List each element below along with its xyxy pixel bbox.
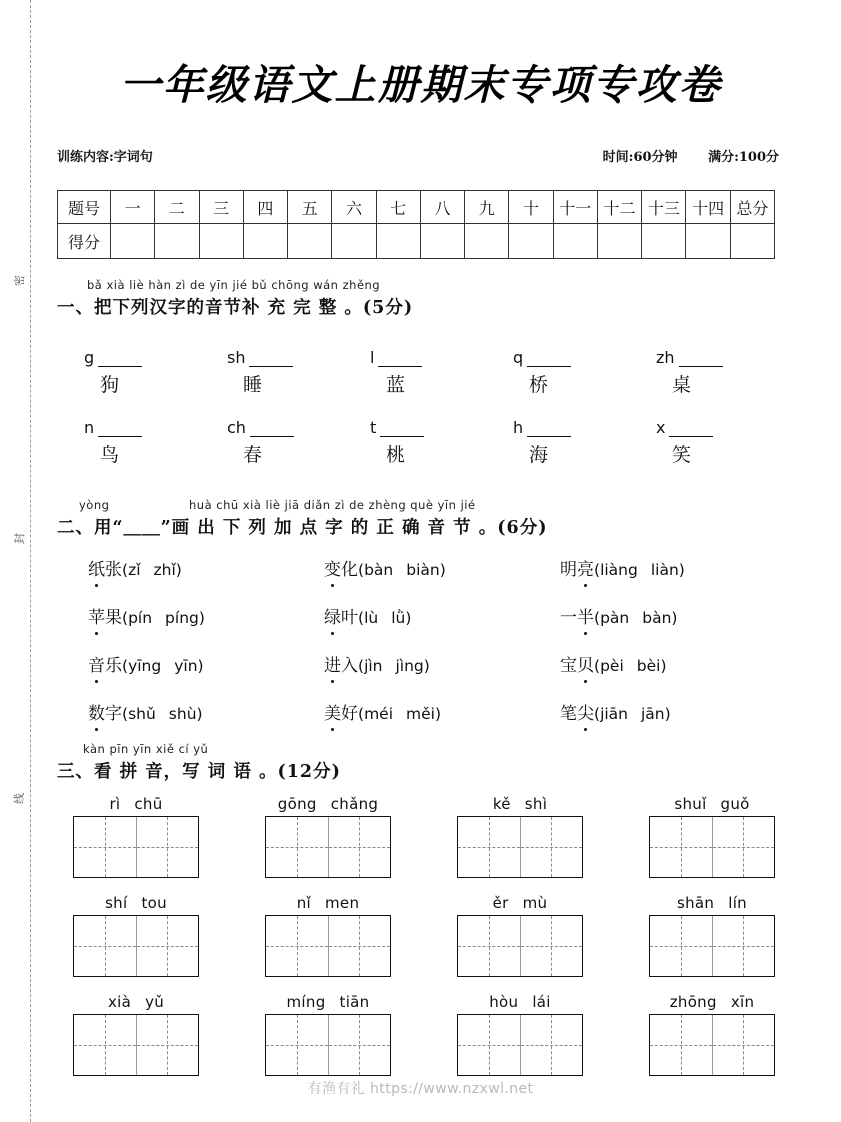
pick-word-pre: 宝: [560, 656, 577, 676]
score-table: [57, 190, 775, 259]
pick-word: [324, 608, 358, 628]
pick-option-b[interactable]: lǜ: [391, 609, 406, 627]
pick-item[interactable]: [88, 651, 324, 699]
section-2-title: 二、用“＿＿”画 出 下 列 加 点 字 的 正 确 音 节 。(6分): [57, 518, 548, 538]
pick-item[interactable]: [560, 603, 796, 651]
write-item: [457, 894, 583, 977]
pick-word-dotted: 变: [324, 555, 341, 580]
syllable-initial-wrap: [370, 348, 422, 367]
syllable-item: [356, 418, 499, 476]
tianzige-cell[interactable]: [136, 817, 199, 877]
pick-options: (liàng liàn): [594, 561, 685, 579]
seal-mark-2: 封: [14, 532, 26, 544]
pick-options: (pèi bèi): [594, 657, 667, 675]
write-syllable-2: tiān: [339, 993, 370, 1011]
section-2-grid: [88, 555, 801, 747]
write-pinyin: [457, 795, 583, 816]
pick-word: [560, 560, 594, 580]
pick-option-b[interactable]: zhǐ: [153, 561, 176, 579]
pick-option-a[interactable]: méi: [364, 705, 394, 723]
section-3-pinyin: kàn pīn yīn xiě cí yǔ: [83, 742, 209, 756]
watermark: 有渔有礼 https://www.nzxwl.net: [307, 1081, 534, 1097]
write-item: [265, 795, 391, 878]
syllable-item: [499, 418, 642, 476]
write-syllable-1: rì: [109, 795, 121, 813]
tianzige-boxes[interactable]: [265, 915, 391, 977]
syllable-initial-wrap: [656, 348, 723, 367]
time-and-total: [577, 146, 779, 165]
pick-word: [560, 656, 594, 676]
pick-word-pre: 明: [560, 560, 577, 580]
pick-options: (zǐ zhǐ): [122, 561, 182, 579]
pick-option-a[interactable]: pín: [128, 609, 153, 627]
write-syllable-2: guǒ: [720, 795, 750, 813]
syllable-initial-wrap: [656, 418, 713, 437]
page-title: 一年级语文上册期末专项专攻卷: [119, 61, 722, 109]
tianzige-cell[interactable]: [520, 817, 583, 877]
section-2-pinyin-lead: yòng: [79, 498, 110, 512]
syllable-initial-wrap: [227, 348, 293, 367]
score-value-5[interactable]: [288, 224, 332, 259]
section-1-row-1: [70, 348, 801, 406]
pick-row: [88, 651, 801, 699]
tianzige-boxes[interactable]: [649, 1014, 775, 1076]
tianzige-cell[interactable]: [74, 1015, 136, 1075]
pick-word-post: 化: [341, 560, 358, 580]
syllable-blank[interactable]: [380, 422, 424, 437]
score-value-12[interactable]: [597, 224, 641, 259]
write-syllable-1: nǐ: [296, 894, 312, 912]
section-3-title: 三、看 拼 音，写 词 语 。(12分): [57, 762, 341, 782]
pick-option-b[interactable]: měi: [406, 705, 435, 723]
tianzige-cell[interactable]: [650, 817, 712, 877]
syllable-initial: q: [513, 348, 524, 367]
pick-option-b[interactable]: liàn: [650, 561, 679, 579]
syllable-item: [213, 418, 356, 476]
syllable-initial-wrap: [84, 348, 142, 367]
score-col-1: 一: [111, 191, 155, 224]
pick-word-dotted: 纸: [88, 555, 105, 580]
pick-row: [88, 699, 801, 747]
pick-options: (shǔ shù): [122, 705, 203, 723]
pick-item[interactable]: [88, 555, 324, 603]
syllable-item: [213, 348, 356, 406]
write-pinyin: [649, 894, 775, 915]
score-value-4[interactable]: [243, 224, 287, 259]
score-table-header-row: [58, 191, 775, 224]
tianzige-cell[interactable]: [136, 1015, 199, 1075]
score-col-2: 二: [155, 191, 199, 224]
pick-item[interactable]: [560, 651, 796, 699]
write-syllable-1: gōng: [277, 795, 317, 813]
tianzige-cell[interactable]: [328, 916, 391, 976]
pick-word-dotted: 绿: [324, 603, 341, 628]
score-value-7[interactable]: [376, 224, 420, 259]
tianzige-cell[interactable]: [712, 817, 775, 877]
write-syllable-1: míng: [286, 993, 326, 1011]
write-syllable-2: chǎng: [330, 795, 379, 813]
pick-word-post: 好: [341, 704, 358, 724]
pick-item[interactable]: [88, 603, 324, 651]
write-syllable-1: shuǐ: [674, 795, 707, 813]
pick-item[interactable]: [560, 699, 796, 747]
score-col-13: 十三: [642, 191, 686, 224]
pick-option-b[interactable]: jìng: [395, 657, 424, 675]
pick-word-dotted: 音: [88, 651, 105, 676]
pick-word-dotted: 数: [88, 699, 105, 724]
pick-option-b[interactable]: yīn: [174, 657, 198, 675]
pick-word: [324, 656, 358, 676]
pick-option-b[interactable]: jān: [641, 705, 665, 723]
pick-word: [88, 656, 122, 676]
pick-option-b[interactable]: shù: [168, 705, 197, 723]
syllable-blank[interactable]: [378, 352, 422, 367]
score-col-6: 六: [332, 191, 376, 224]
syllable-item: [70, 418, 213, 476]
exam-time-label: 时间:60分钟: [602, 150, 678, 165]
tianzige-cell[interactable]: [328, 1015, 391, 1075]
syllable-initial-wrap: [370, 418, 424, 437]
syllable-initial-wrap: [227, 418, 294, 437]
pick-option-a[interactable]: shǔ: [128, 705, 156, 723]
tianzige-cell[interactable]: [458, 817, 520, 877]
section-1-header: [57, 278, 801, 319]
pick-word-dotted: 亮: [577, 555, 594, 580]
score-table-row-label-question: 题号: [58, 191, 111, 224]
pick-item[interactable]: [324, 699, 560, 747]
score-col-12: 十二: [597, 191, 641, 224]
syllable-initial: h: [513, 418, 524, 437]
tianzige-cell[interactable]: [266, 817, 328, 877]
pick-option-a[interactable]: jìn: [364, 657, 383, 675]
write-item: [265, 894, 391, 977]
pick-item[interactable]: [560, 555, 796, 603]
pick-word: [324, 704, 358, 724]
score-value-1[interactable]: [111, 224, 155, 259]
section-1-pinyin: bǎ xià liè hàn zì de yīn jié bǔ chōng wán zhěng: [87, 278, 381, 292]
tianzige-boxes[interactable]: [457, 816, 583, 878]
tianzige-cell[interactable]: [712, 916, 775, 976]
score-col-3: 三: [199, 191, 243, 224]
syllable-initial: l: [370, 348, 375, 367]
score-table-value-row: [58, 224, 775, 259]
pick-options: (yīng yīn): [122, 657, 204, 675]
seal-mark-3: 线: [14, 792, 26, 804]
write-row: [0, 795, 841, 894]
score-value-3[interactable]: [199, 224, 243, 259]
syllable-hanzi: 春: [243, 444, 263, 466]
write-syllable-1: shān: [677, 894, 715, 912]
pick-item[interactable]: [324, 555, 560, 603]
score-value-10[interactable]: [509, 224, 553, 259]
pick-item[interactable]: [324, 651, 560, 699]
write-item: [457, 993, 583, 1076]
pick-options: (jìn jìng): [358, 657, 430, 675]
tianzige-cell[interactable]: [266, 1015, 328, 1075]
syllable-initial-wrap: [84, 418, 142, 437]
syllable-blank[interactable]: [669, 422, 713, 437]
write-pinyin: [73, 795, 199, 816]
write-pinyin: [265, 894, 391, 915]
tianzige-cell[interactable]: [458, 916, 520, 976]
pick-option-b[interactable]: píng: [165, 609, 199, 627]
score-col-8: 八: [420, 191, 464, 224]
score-col-total: 总分: [730, 191, 774, 224]
pick-word: [560, 704, 594, 724]
write-item: [457, 795, 583, 878]
tianzige-cell[interactable]: [520, 916, 583, 976]
tianzige-boxes[interactable]: [73, 1014, 199, 1076]
pick-options: (bàn biàn): [358, 561, 446, 579]
syllable-hanzi: 桌: [672, 374, 692, 396]
syllable-initial-wrap: [513, 418, 571, 437]
pick-word: [324, 560, 358, 580]
write-syllable-2: men: [325, 894, 360, 912]
write-syllable-2: tou: [141, 894, 167, 912]
pick-option-a[interactable]: pèi: [600, 657, 624, 675]
write-syllable-1: ěr: [492, 894, 509, 912]
exam-total-label: 满分:100分: [708, 150, 779, 165]
syllable-blank[interactable]: [527, 422, 571, 437]
pick-word-dotted: 贝: [577, 651, 594, 676]
pick-word-dotted: 美: [324, 699, 341, 724]
write-row: [0, 894, 841, 993]
syllable-hanzi: 蓝: [386, 374, 406, 396]
syllable-hanzi: 桃: [386, 444, 406, 466]
tianzige-boxes[interactable]: [457, 1014, 583, 1076]
syllable-initial: ch: [227, 418, 246, 437]
tianzige-cell[interactable]: [458, 1015, 520, 1075]
syllable-initial: g: [84, 348, 95, 367]
syllable-item: [642, 418, 785, 476]
section-1-row-2: [70, 418, 801, 476]
syllable-item: [499, 348, 642, 406]
tianzige-boxes[interactable]: [265, 816, 391, 878]
pick-options: (jiān jān): [594, 705, 671, 723]
syllable-hanzi: 睡: [243, 374, 263, 396]
tianzige-cell[interactable]: [136, 916, 199, 976]
tianzige-cell[interactable]: [266, 916, 328, 976]
pick-option-a[interactable]: pàn: [600, 609, 630, 627]
pick-option-b[interactable]: bèi: [636, 657, 661, 675]
tianzige-cell[interactable]: [74, 916, 136, 976]
syllable-hanzi: 桥: [529, 374, 549, 396]
write-pinyin: [73, 993, 199, 1014]
tianzige-boxes[interactable]: [73, 816, 199, 878]
section-3-grid: [0, 795, 841, 1092]
score-col-14: 十四: [686, 191, 730, 224]
score-col-4: 四: [243, 191, 287, 224]
score-value-total[interactable]: [730, 224, 774, 259]
seal-mark-1: 密: [14, 274, 26, 286]
section-2-header: [57, 498, 801, 539]
score-value-13[interactable]: [642, 224, 686, 259]
tianzige-boxes[interactable]: [73, 915, 199, 977]
pick-word: [88, 608, 122, 628]
score-col-11: 十一: [553, 191, 597, 224]
syllable-blank[interactable]: [249, 352, 293, 367]
syllable-blank[interactable]: [98, 352, 142, 367]
section-2-pinyin-line: [57, 498, 801, 514]
pick-options: (pàn bàn): [594, 609, 678, 627]
score-col-7: 七: [376, 191, 420, 224]
write-syllable-2: mù: [522, 894, 548, 912]
paper-meta: [57, 146, 779, 166]
pick-word-post: 乐: [105, 656, 122, 676]
write-pinyin: [457, 894, 583, 915]
syllable-item: [70, 348, 213, 406]
syllable-initial: x: [656, 418, 666, 437]
pick-options: (méi měi): [358, 705, 442, 723]
write-syllable-1: hòu: [489, 993, 519, 1011]
section-3-header: [57, 742, 801, 783]
score-value-2[interactable]: [155, 224, 199, 259]
write-item: [73, 894, 199, 977]
write-syllable-2: yǔ: [145, 993, 165, 1011]
pick-word-dotted: 苹: [88, 603, 105, 628]
syllable-blank[interactable]: [98, 422, 142, 437]
tianzige-cell[interactable]: [520, 1015, 583, 1075]
pick-option-a[interactable]: lù: [364, 609, 379, 627]
write-row: [0, 993, 841, 1092]
pick-word-pre: 一: [560, 608, 577, 628]
write-pinyin: [265, 993, 391, 1014]
pick-word-post: 叶: [341, 608, 358, 628]
pick-word-dotted: 尖: [577, 699, 594, 724]
pick-word: [88, 704, 122, 724]
score-col-5: 五: [288, 191, 332, 224]
write-syllable-2: xīn: [730, 993, 755, 1011]
syllable-blank[interactable]: [527, 352, 571, 367]
write-syllable-1: shí: [105, 894, 128, 912]
pick-word-post: 果: [105, 608, 122, 628]
write-pinyin: [457, 993, 583, 1014]
syllable-item: [642, 348, 785, 406]
pick-word: [560, 608, 594, 628]
score-col-10: 十: [509, 191, 553, 224]
write-item: [649, 894, 775, 977]
syllable-initial: zh: [656, 348, 675, 367]
tianzige-cell[interactable]: [650, 916, 712, 976]
syllable-initial: sh: [227, 348, 246, 367]
write-syllable-1: zhōng: [669, 993, 717, 1011]
pick-word-dotted: 进: [324, 651, 341, 676]
section-2-pinyin: huà chū xià liè jiā diǎn zì de zhèng què yīn jié: [189, 498, 476, 512]
tianzige-cell[interactable]: [712, 1015, 775, 1075]
tianzige-cell[interactable]: [328, 817, 391, 877]
write-item: [73, 993, 199, 1076]
write-item: [649, 993, 775, 1076]
score-value-9[interactable]: [465, 224, 509, 259]
write-syllable-2: shì: [524, 795, 548, 813]
pick-option-b[interactable]: biàn: [406, 561, 440, 579]
tianzige-cell[interactable]: [74, 817, 136, 877]
score-value-6[interactable]: [332, 224, 376, 259]
syllable-hanzi: 海: [529, 444, 549, 466]
pick-word: [88, 560, 122, 580]
pick-row: [88, 555, 801, 603]
pick-options: (lù lǜ): [358, 609, 412, 627]
score-value-8[interactable]: [420, 224, 464, 259]
write-item: [265, 993, 391, 1076]
training-content-label: 训练内容:字词句: [57, 150, 153, 165]
write-pinyin: [265, 795, 391, 816]
tianzige-boxes[interactable]: [649, 915, 775, 977]
pick-word-dotted: 半: [577, 603, 594, 628]
write-item: [73, 795, 199, 878]
write-pinyin: [649, 993, 775, 1014]
pick-word-post: 入: [341, 656, 358, 676]
write-syllable-2: lái: [532, 993, 551, 1011]
write-syllable-2: chū: [134, 795, 163, 813]
syllable-hanzi: 笑: [672, 444, 692, 466]
pick-option-a[interactable]: bàn: [364, 561, 394, 579]
pick-word-pre: 笔: [560, 704, 577, 724]
syllable-hanzi: 狗: [100, 374, 120, 396]
score-value-11[interactable]: [553, 224, 597, 259]
score-table-row-label-score: 得分: [58, 224, 111, 259]
syllable-initial: t: [370, 418, 377, 437]
tianzige-boxes[interactable]: [265, 1014, 391, 1076]
pick-row: [88, 603, 801, 651]
pick-option-a[interactable]: zǐ: [128, 561, 141, 579]
pick-options: (pín píng): [122, 609, 205, 627]
syllable-initial: n: [84, 418, 95, 437]
pick-word-post: 张: [105, 560, 122, 580]
write-pinyin: [649, 795, 775, 816]
pick-option-a[interactable]: liàng: [600, 561, 638, 579]
pick-word-post: 字: [105, 704, 122, 724]
section-1-title: 一、把下列汉字的音节补 充 完 整 。(5分): [57, 298, 414, 318]
syllable-blank[interactable]: [679, 352, 723, 367]
write-item: [649, 795, 775, 878]
syllable-hanzi: 鸟: [100, 444, 120, 466]
pick-item[interactable]: [324, 603, 560, 651]
syllable-blank[interactable]: [250, 422, 294, 437]
pick-item[interactable]: [88, 699, 324, 747]
score-col-9: 九: [465, 191, 509, 224]
pick-option-a[interactable]: yīng: [128, 657, 162, 675]
tianzige-cell[interactable]: [650, 1015, 712, 1075]
write-pinyin: [73, 894, 199, 915]
write-syllable-1: kě: [492, 795, 511, 813]
syllable-item: [356, 348, 499, 406]
tianzige-boxes[interactable]: [457, 915, 583, 977]
write-syllable-1: xià: [107, 993, 132, 1011]
syllable-initial-wrap: [513, 348, 571, 367]
pick-option-a[interactable]: jiān: [600, 705, 628, 723]
write-syllable-2: lín: [728, 894, 747, 912]
tianzige-boxes[interactable]: [649, 816, 775, 878]
pick-option-b[interactable]: bàn: [642, 609, 672, 627]
score-value-14[interactable]: [686, 224, 730, 259]
